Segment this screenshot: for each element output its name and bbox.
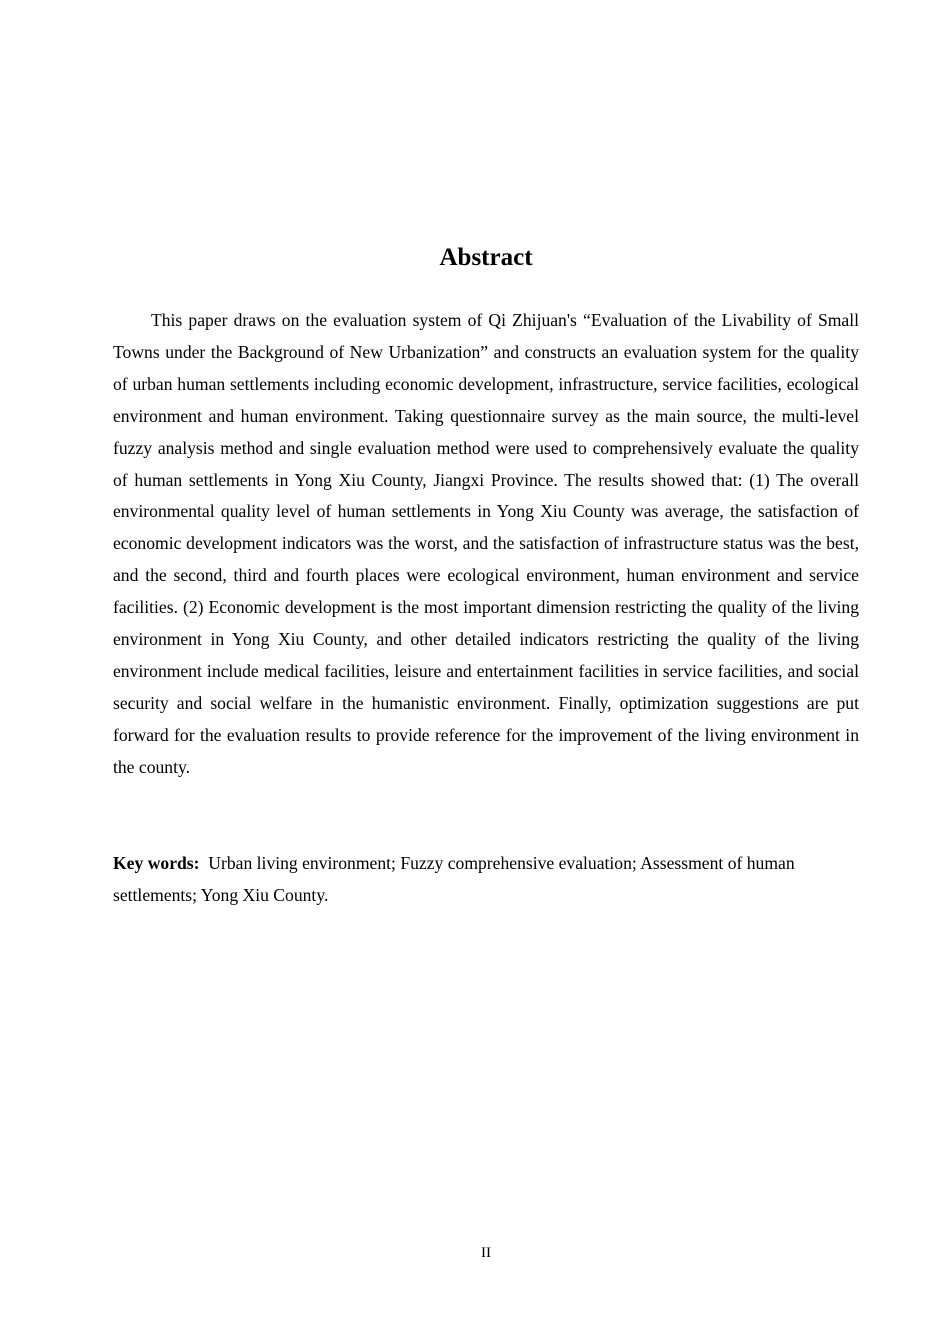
abstract-paragraph: This paper draws on the evaluation system of Qi Zhijuan's “Evaluation of the Livability of Small Towns under the Background of New Urbanization” and constructs an evaluation system for the quality of urban human settlements including economic development, infrastructure, service facilities, ecological environment and human environment. Taking questionnaire survey as the main source, the multi-level fuzzy analysis method and single evaluation method were used to comprehensively evaluate the quality of human settlements in Yong Xiu County, Jiangxi Province. The results showed that: (1) The overall environmental quality level of human settlements in Yong Xiu County was average, the satisfaction of economic development indicators was the worst, and the satisfaction of infrastructure status was the best, and the second, third and fourth places were ecological environment, human environment and service facilities. (2) Economic development is the most important dimension restricting the quality of the living environment in Yong Xiu County, and other detailed indicators restricting the quality of the living environment include medical facilities, leisure and entertainment facilities in service facilities, and social security and social welfare in the humanistic environment. Finally, optimization suggestions are put forward for the evaluation results to provide reference for the improvement of the living environment in the county. xyxy=(113,310,859,777)
keywords-text: Urban living environment; Fuzzy comprehensive evaluation; Assessment of human settlements; Yong Xiu County. xyxy=(113,853,795,905)
keywords-label: Key words: xyxy=(113,853,200,873)
keywords-section xyxy=(113,848,813,912)
page-number: II xyxy=(481,1245,491,1261)
abstract-title: Abstract xyxy=(439,244,533,271)
